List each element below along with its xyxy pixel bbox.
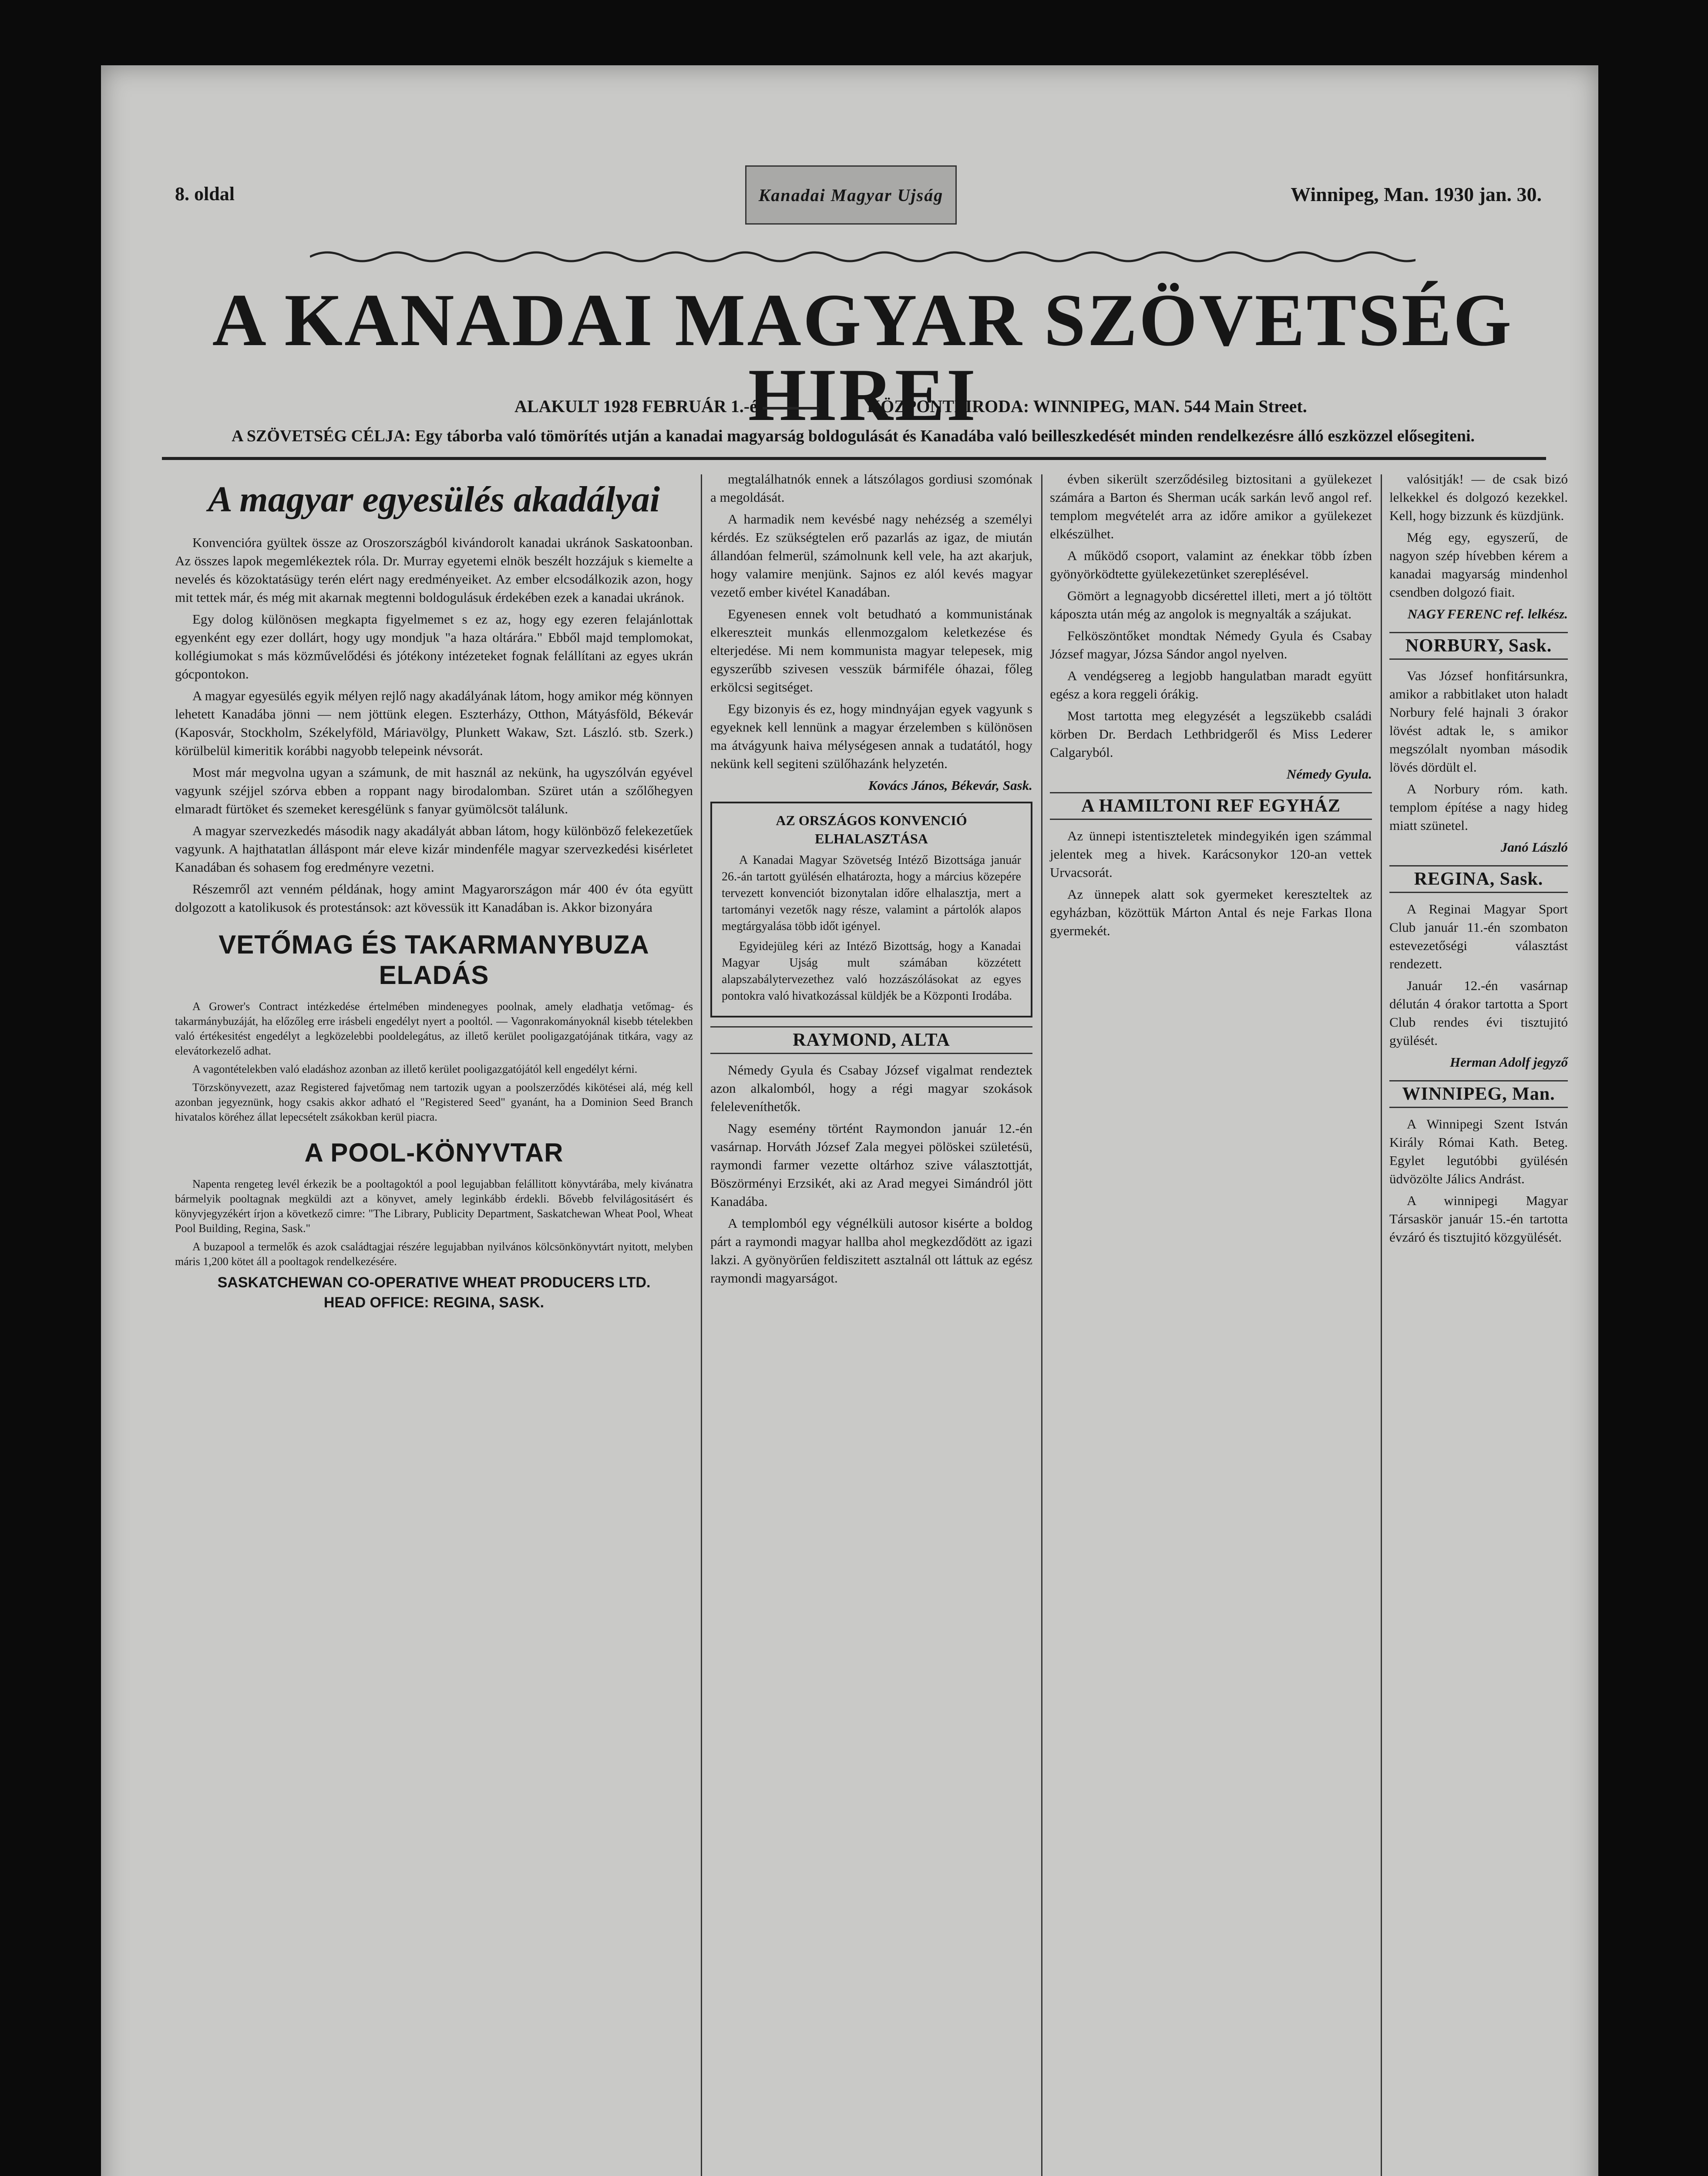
article-paragraph: Némedy Gyula és Csabay József vigalmat rendeztek azon alkalomból, hogy a régi magyar szokások feleleveníthetők.: [710, 1062, 1032, 1114]
ad-paragraph: Törzskönyvezett, azaz Registered fajvetőmag nem tartozik ugyan a poolszerződés kikötései alá, még kell azonban jegyeznünk, hogy csakis akkor adható el "Registered Seed" gyanánt, ha a Dominion Seed Branch hivatalos köréhez állat lepecsételt zsákokban kerül piacra.: [175, 1081, 693, 1123]
article-paragraph: Egyenesen ennek volt betudható a kommunistának elkereszteit munkás ellenmozgalom keletkezése és elterjedése. Mi nem kommunista magyar telepesek, mig egyszerűbb szivesen vesszük bármiféle óhazai, főleg erkölcsi segitséget.: [710, 606, 1032, 695]
author-signature: NAGY FERENC ref. lelkész.: [1407, 606, 1568, 621]
ad-paragraph: A vagontételekben való eladáshoz azonban az illető kerület pooligazgatójától kell engedélyt kérni.: [192, 1063, 638, 1075]
ad-footer-office: HEAD OFFICE: REGINA, SASK.: [323, 1294, 545, 1311]
notice-paragraph: A Kanadai Magyar Szövetség Intéző Bizottsága január 26.-án tartott gyülésén elhatározta, hogy a március közepére tervezett konvenciót bizonytalan időre elhalasztja, mert a tartományi vezetők nagy része, valamint a pártolók alapos megtárgyalása több időt igényel.: [722, 853, 1021, 933]
article-paragraph: Az ünnepi istentiszteletek mindegyikén igen számmal jelentek meg a hivek. Karácsonykor 120-an vettek Urvacsorát.: [1050, 828, 1372, 880]
section-heading: REGINA, Sask.: [1389, 865, 1568, 893]
article-paragraph: Még egy, egyszerű, de nagyon szép hívebben kérem a kanadai magyarság mindenhol csendben dolgozó fiait.: [1389, 530, 1568, 600]
article-paragraph: A vendégsereg a legjobb hangulatban maradt együtt egész a kora reggeli órákig.: [1050, 668, 1372, 702]
article-paragraph: Konvencióra gyültek össze az Oroszországból kivándorolt kanadai ukránok Saskatoonban. Az összes lapok megemlékeztek róla. Dr. Murray egyetemi elnök beszélt hozzájuk s kiemelte a nevelés és közoktatásügy terén elért nagy eredményeiket. Az ember elcsodálkozik azon, hogy mit tettek már, és még mit akarnak megtenni boldogulásuk érdekében ezek a kanadai ukránok.: [175, 535, 693, 605]
article-paragraph: Felköszöntőket mondtak Némedy Gyula és Csabay József magyar, Józsa Sándor angol nyelven.: [1050, 628, 1372, 662]
article-paragraph: A magyar szervezkedés második nagy akadályát abban látom, hogy különböző felekezetűek vagyunk. A hajthatatlan álláspont már eleve kizár mindenféle magyar szervezkedési kisérletet Kanadában és sohasem fog eredményre vezetni.: [175, 823, 693, 875]
column-rule: [1381, 474, 1382, 2176]
section-heading: A HAMILTONI REF EGYHÁZ: [1050, 792, 1372, 820]
notice-box: [710, 802, 1032, 1017]
column-4: [1389, 470, 1568, 1250]
author-signature: Herman Adolf jegyző: [1450, 1054, 1568, 1070]
article-paragraph: A harmadik nem kevésbé nagy nehézség a személyi kérdés. Ez szükségtelen erő pazarlás az igaz, de miután állandóan felmerül, számolnunk kell vele, ha azt akarjuk, hogy valamire menjünk. Sajnos ez alól kevés magyar vezető ember kivétel Kanadában.: [710, 511, 1032, 600]
article-paragraph: Részemről azt venném példának, hogy amint Magyarországon már 400 év óta együtt dolgozott a katolikusok és protestánsok: azt kövessük itt Kanadában is. Akkor bizonyára: [175, 881, 693, 915]
founded-date: ALAKULT 1928 FEBRUÁR 1.-én: [514, 396, 767, 416]
central-office: KÖZPONTI IRODA: WINNIPEG, MAN. 544 Main Street.: [867, 396, 1307, 416]
author-signature: Némedy Gyula.: [1286, 766, 1372, 782]
newspaper-page: [101, 65, 1598, 2176]
article-paragraph: Egy bizonyis és ez, hogy mindnyájan egyek vagyunk s egyeknek kell lennünk a magyar érzelemben s különösen ma átvágyunk haiva mélységesen annak a tudatától, hogy nekünk kell segiteni szülőhazánk helyzetén.: [710, 701, 1032, 771]
article-paragraph: Január 12.-én vasárnap délután 4 órakor tartotta a Sport Club rendes évi tisztujitó gyülését.: [1389, 978, 1568, 1048]
article-paragraph: A Winnipegi Szent István Király Római Kath. Beteg. Egylet legutóbbi gyülésén üdvözölte Jálics Andrást.: [1389, 1116, 1568, 1186]
column-rule: [701, 474, 702, 2176]
header-separator: [763, 407, 819, 410]
column-2: [710, 470, 1032, 1291]
article-paragraph: Az ünnepek alatt sok gyermeket kereszteltek az egyházban, közöttük Márton Antal és neje Farkas Ilona gyermekét.: [1050, 887, 1372, 938]
issue-date: Winnipeg, Man. 1930 jan. 30.: [1291, 183, 1542, 205]
article-paragraph: Most már megvolna ugyan a számunk, de mit használ az nekünk, ha ugyszólván egyével vagyunk széjjel szórva ebben a roppant nagy birodalomban. Szüret után a szőlőhegyen elmaradt fürtöket és szemeket keresgélünk s fanyar gyümölcsöt találunk.: [175, 765, 693, 816]
article-paragraph: évben sikerült szerződésileg biztositani a gyülekezet számára a Barton és Sherman ucák sarkán levő angol ref. templom megvételét arra az időre amikor a gyülekezet elkészülhet.: [1050, 471, 1372, 541]
page-title: A KANADAI MAGYAR SZÖVETSÉG HIREI: [212, 279, 1513, 437]
section-heading: RAYMOND, ALTA: [710, 1026, 1032, 1054]
page-number: 8. oldal: [175, 183, 235, 205]
ad-heading: VETŐMAG ÉS TAKARMANYBUZA ELADÁS: [219, 930, 649, 990]
masthead-logo: Kanadai Magyar Ujság: [745, 165, 957, 225]
section-heading: NORBURY, Sask.: [1389, 632, 1568, 660]
ad-heading: A POOL-KÖNYVTAR: [304, 1138, 564, 1167]
article-paragraph: Vas József honfitársunkra, amikor a rabbitlaket uton haladt Norbury felé hajnali 3 órakor lövést adtak le, s amikor megszólalt nyomban második lövés dördült el.: [1389, 668, 1568, 775]
aim-label: A SZÖVETSÉG CÉLJA:: [232, 427, 411, 445]
article-title: A magyar egyesülés akadályai: [208, 479, 660, 520]
ad-paragraph: Napenta rengeteg levél érkezik be a pooltagoktól a pool legujabban felállitott könyvtárába, mely kivánatra bármelyik pooltagnak megküldi azt a könyvet, amely leginkább érdekli. Bővebb felvilágositásért és könyvjegyzékért írjon a következő cimre: "The Library, Publicity Department, Saskatchewan Wheat Pool, Wheat Pool Building, Regina, Sask.": [175, 1178, 693, 1235]
header-rule: [162, 457, 1546, 460]
notice-paragraph: Egyidejüleg kéri az Intéző Bizottság, hogy a Kanadai Magyar Ujság mult számában közzétett alapszabálytervezethez való hozzászólásokat az egyes pontokra való hivatkozással küldjék be a Központi Irodába.: [722, 940, 1021, 1003]
article-paragraph: A működő csoport, valamint az énekkar több ízben gyönyörködtette gyülekezetünket szereplésével.: [1050, 548, 1372, 581]
ad-footer: SASKATCHEWAN CO-OPERATIVE WHEAT PRODUCERS LTD.: [217, 1274, 651, 1291]
article-paragraph: Gömört a legnagyobb dicsérettel illeti, mert a jó töltött káposzta után még az angolok is megnyalták a szájukat.: [1050, 588, 1372, 621]
author-signature: Janó László: [1500, 840, 1568, 855]
ad-paragraph: A buzapool a termelők és azok családtagjai részére legujabban nyilvános kölcsönkönyvtárt nyitott, melyben máris 1,200 kötet áll a pooltagok rendelkezésére.: [175, 1240, 693, 1268]
article-paragraph: A magyar egyesülés egyik mélyen rejlő nagy akadályának látom, hogy amikor még könnyen lehetett Kanadába jönni — nem jöttünk elegen. Eszterházy, Otthon, Mátyásföld, Békevár (Kaposvár, Stockholm, Székelyföld, Máriavölgy, Plunkett Wakaw, Szt. László. stb. Szerk.) körülbelül kimeritik korábbi nagyobb telepeink névsorát.: [175, 688, 693, 758]
article-paragraph: A Norbury róm. kath. templom építése a nagy hideg miatt szünetel.: [1389, 781, 1568, 833]
column-rule: [1041, 474, 1042, 2176]
notice-title: AZ ORSZÁGOS KONVENCIÓ ELHALASZTÁSA: [776, 813, 967, 846]
article-paragraph: Egy dolog különösen megkapta figyelmemet s ez az, hogy egy ezeren felajánlottak egyenként egy ezer dollárt, hogy ugy mondjuk "a haza oltárára." Ebből majd templomokat, kollégiumokat s más közművelődési és jótékony intézeteket fognak felállítani az egyes ukrán gócpontokon.: [175, 611, 693, 682]
column-3: [1050, 470, 1372, 944]
ad-paragraph: A Grower's Contract intézkedése értelmében mindenegyes poolnak, amely eladhatja vetőmag- és takarmánybuzáját, ha előzőleg erre irásbeli engedélyt nyert a pooltól. — Vagonrakományoknál kisebb tételekben való értékesitést engedélyt a legközelebbi pooldelegátus, az illető kerület pooligazgatójának titkára, vagy az elevátorkezelő adhat.: [175, 1000, 693, 1057]
article-paragraph: A winnipegi Magyar Társaskör január 15.-én tartotta évzáró és tisztujitó közgyülését.: [1389, 1193, 1568, 1245]
article-paragraph: A templomból egy végnélküli autosor kisérte a boldog párt a raymondi magyar hallba ahol megkezdődött az igazi lakzi. A gyönyörűen feldiszitett asztalnál ott láttuk az egész raymondi magyarságot.: [710, 1216, 1032, 1286]
article-paragraph: Nagy esemény történt Raymondon január 12.-én vasárnap. Horváth József Zala megyei pölöskei születésü, raymondi farmer vezette oltárhoz szive választottját, Böszörményi Erzsikét, aki az Arad megyei Simándról jött Kanadába.: [710, 1121, 1032, 1209]
article-paragraph: Most tartotta meg elegyzését a legszükebb családi körben Dr. Berdach Lethbridgeről és Miss Lederer Calgaryból.: [1050, 708, 1372, 760]
article-paragraph: megtalálhatnók ennek a látszólagos gordiusi szomónak a megoldását.: [710, 471, 1032, 505]
aim-text: Egy táborba való tömörítés utján a kanadai magyarság boldogulását és Kanadába való beilleszkedését minden rendelkezésre álló eszközzel elősegiteni.: [415, 427, 1475, 445]
column-1: [175, 470, 693, 1313]
article-paragraph: A Reginai Magyar Sport Club január 11.-én szombaton estevezetőségi választást rendezett.: [1389, 901, 1568, 971]
section-heading: WINNIPEG, Man.: [1389, 1080, 1568, 1108]
ornament-wave: [310, 248, 1415, 265]
author-signature: Kovács János, Békevár, Sask.: [868, 778, 1032, 793]
association-aim: [232, 426, 1563, 446]
article-paragraph: valósitják! — de csak bizó lelkekkel és dolgozó kezekkel. Kell, hogy bizzunk és küzdjünk.: [1389, 471, 1568, 523]
